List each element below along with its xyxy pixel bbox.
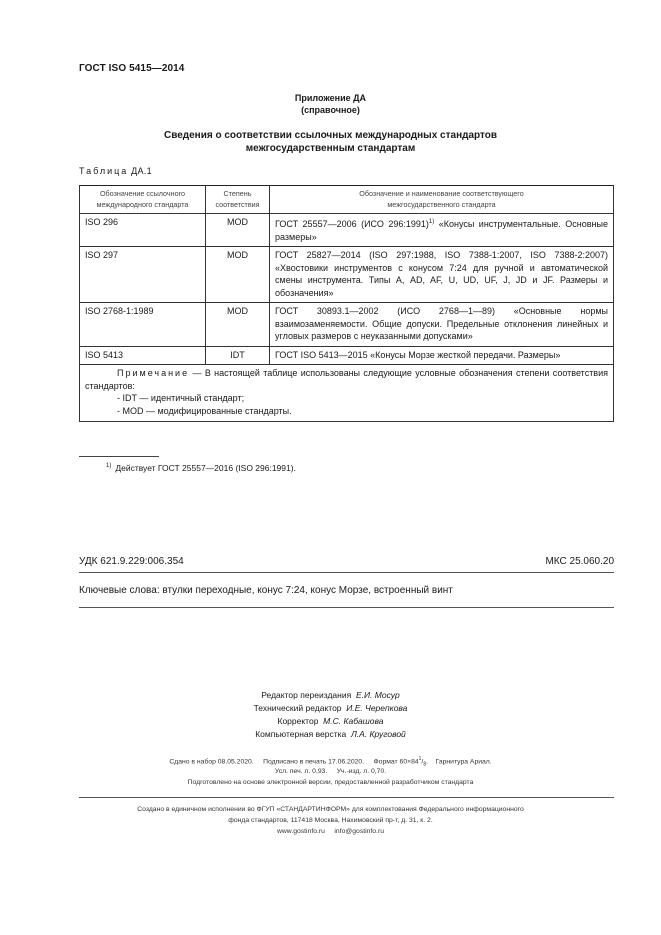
footnote-divider: [79, 456, 159, 457]
table-row: [80, 214, 614, 247]
header-ref-line1: Обозначение ссылочного: [99, 189, 186, 198]
pub-format-end: .: [426, 758, 428, 766]
table-note-row: [80, 365, 614, 422]
cell-ref: ISO 297: [80, 247, 206, 303]
cell-standard: [270, 214, 614, 247]
publication-line1: Сдано в набор 08.05.2020. Подписано в печать 17.06.2020. Формат $60\times 84^1/_8$. Гарнитура Ариал.: [169, 756, 492, 768]
cell-ref: ISO 5413: [80, 346, 206, 365]
header-interstate-line2: межгосударственного стандарта: [387, 199, 496, 209]
cell-standard: ГОСТ 25827—2014 (ISO 297:1988, ISO 7388-1:2007, ISO 7388-2:2007) «Хвостовики инструментов с конусом 7:24 для ручной и автоматической смены инструмента. Типы А, AD, AF, U, UD, UF, J, JD и JF. Размеры и обозначения»: [270, 247, 614, 303]
table-header-row: [80, 186, 614, 214]
appendix-subtitle: (справочное): [301, 105, 360, 115]
document-code: ГОСТ ISO 5415—2014: [79, 63, 185, 74]
table-note: [80, 365, 614, 422]
credit-role: Компьютерная верстка: [255, 729, 347, 739]
credit-tech-editor: [0, 702, 661, 714]
table-caption-word: Таблица: [79, 166, 129, 176]
footer-website-link[interactable]: www.gostinfo.ru: [276, 828, 325, 835]
credit-proofreader: [0, 715, 661, 727]
section-title-line1: Сведения о соответствии ссылочных международных стандартов: [163, 130, 498, 141]
footer-email-link[interactable]: info@gostinfo.ru: [334, 828, 385, 835]
table-caption: [79, 166, 152, 176]
cell-standard-text-cont: «Конусы инструментальные. Основные размеры»: [275, 219, 608, 242]
pub-format-den: 8: [423, 761, 427, 768]
pub-format-num: 1: [418, 756, 422, 762]
divider-bottom: [79, 797, 614, 798]
divider-keywords: [79, 607, 614, 608]
credit-role: Редактор переиздания: [261, 690, 352, 700]
credit-person: Л.А. Круговой: [350, 729, 406, 739]
section-title-line2: межгосударственным стандартам: [245, 143, 416, 154]
cell-degree: MOD: [206, 303, 270, 347]
publication-line2: [0, 766, 661, 777]
note-intro: [85, 367, 608, 392]
correspondence-table: [79, 185, 614, 422]
pub-format: Формат 60×84: [373, 758, 419, 766]
footnote-number: 1): [106, 463, 112, 469]
pub-typeface: Гарнитура Ариал.: [435, 758, 492, 766]
table-row: [80, 247, 614, 303]
credit-person: М.С. Кабашова: [323, 716, 384, 726]
footer-line1: Создано в единичном исполнении во ФГУП «СТАНДАРТИНФОРМ» для комплектования Федерального информационного: [137, 806, 524, 813]
credit-editor: [0, 689, 661, 701]
header-interstate-line1: Обозначение и наименование соответствующего: [359, 189, 524, 198]
credit-role: Корректор: [277, 716, 319, 726]
note-item-idt: - IDT — идентичный стандарт;: [117, 393, 245, 403]
appendix-title: Приложение ДА: [294, 93, 367, 103]
table-row: [80, 346, 614, 365]
header-degree-line2: соответствия: [215, 199, 260, 209]
credit-layout: [0, 728, 661, 740]
cell-standard: ГОСТ 30893.1—2002 (ИСО 2768—1—89) «Основные нормы взаимозаменяемости. Общие допуски. Предельные отклонения линейных и угловых размеров с неуказанными допусками»: [270, 303, 614, 347]
pub-typeset-date: Сдано в набор 08.05.2020.: [169, 758, 254, 766]
pub-edit-sheets: Уч.-изд. л. 0,70.: [336, 768, 387, 775]
header-ref-line2: международного стандарта: [96, 199, 189, 209]
credit-role: Технический редактор: [253, 703, 342, 713]
mks-code: МКС 25.060.20: [545, 556, 614, 567]
credit-person: Е.И. Мосур: [355, 690, 400, 700]
header-ref-standard: [80, 186, 206, 214]
cell-degree: MOD: [206, 214, 270, 247]
header-degree-line1: Степень: [223, 189, 252, 198]
credit-person: И.Е. Черепкова: [346, 703, 408, 713]
header-interstate-standard: [270, 186, 614, 214]
cell-standard: ГОСТ ISO 5413—2015 «Конусы Морзе жесткой передачи. Размеры»: [270, 346, 614, 365]
pub-print-date: Подписано в печать 17.06.2020.: [263, 758, 365, 766]
cell-ref: ISO 2768-1:1989: [80, 303, 206, 347]
note-item-mod: - MOD — модифицированные стандарты.: [117, 405, 292, 416]
note-intro-text: — В настоящей таблице использованы следующие условные обозначения степени соответствия стандартов:: [85, 368, 608, 391]
note-label: Примечание: [117, 368, 190, 378]
cell-standard-text: ГОСТ 25557—2006 (ИСО 296:1991): [275, 219, 429, 229]
cell-degree: IDT: [206, 346, 270, 365]
footnote-mark: 1): [428, 219, 435, 225]
udc-code: УДК 621.9.229:006.354: [79, 556, 184, 567]
footer-line2: фонда стандартов, 117418 Москва, Нахимовский пр-т, д. 31, к. 2.: [228, 817, 433, 824]
footer-contacts: [0, 826, 661, 837]
table-caption-number: ДА.1: [131, 166, 152, 176]
footnote-text: Действует ГОСТ 25557—2016 (ISO 296:1991).: [115, 463, 296, 473]
divider-top: [79, 572, 614, 573]
header-degree: [206, 186, 270, 214]
pub-print-sheets: Усл. печ. л. 0,93.: [274, 768, 328, 775]
table-row: [80, 303, 614, 347]
cell-ref: ISO 296: [80, 214, 206, 247]
cell-degree: MOD: [206, 247, 270, 303]
publication-line3: Подготовлено на основе электронной версии, предоставленной разработчиком стандарта: [187, 779, 474, 786]
footnote: [106, 463, 296, 473]
keywords: Ключевые слова: втулки переходные, конус 7:24, конус Морзе, встроенный винт: [79, 585, 453, 596]
